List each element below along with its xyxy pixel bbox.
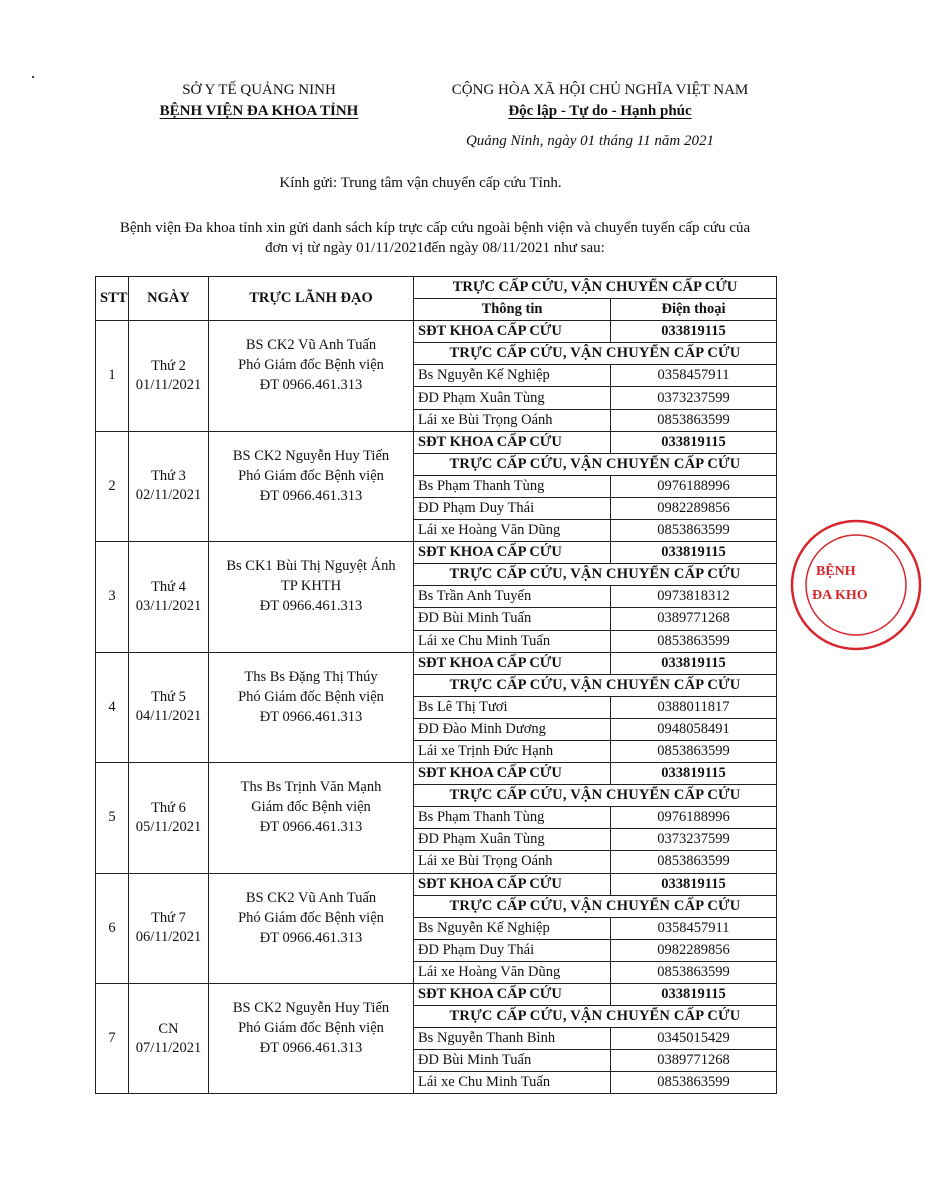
leader-cell <box>209 763 414 873</box>
staff-phone-cell: 0853863599 <box>611 740 777 762</box>
staff-name-cell: Lái xe Chu Minh Tuấn <box>414 1072 611 1094</box>
staff-phone-cell: 0976188996 <box>611 475 777 497</box>
khoa-label-cell: SĐT KHOA CẤP CỨU <box>414 542 611 564</box>
table-row <box>96 321 777 343</box>
staff-name-cell: Lái xe Bùi Trọng Oánh <box>414 851 611 873</box>
leader-cell <box>209 652 414 762</box>
khoa-label-cell: SĐT KHOA CẤP CỨU <box>414 321 611 343</box>
staff-phone-cell: 0853863599 <box>611 409 777 431</box>
leader-phone: ĐT 0966.461.313 <box>259 487 363 504</box>
staff-phone-cell: 0976188996 <box>611 807 777 829</box>
leader-name: BS CK2 Vũ Anh Tuấn <box>245 337 377 354</box>
staff-name-cell: ĐD Phạm Xuân Tùng <box>414 829 611 851</box>
khoa-phone-cell: 033819115 <box>611 431 777 453</box>
stt-cell: 1 <box>96 321 129 431</box>
staff-phone-cell: 0853863599 <box>611 961 777 983</box>
khoa-label-cell: SĐT KHOA CẤP CỨU <box>414 763 611 785</box>
leader-cell <box>209 984 414 1094</box>
khoa-label-cell: SĐT KHOA CẤP CỨU <box>414 984 611 1006</box>
staff-name-cell: Bs Lê Thị Tươi <box>414 696 611 718</box>
day-cell <box>129 542 209 652</box>
staff-phone-cell: 0358457911 <box>611 917 777 939</box>
leader-cell <box>209 321 414 431</box>
table-row <box>96 542 777 564</box>
khoa-phone-cell: 033819115 <box>611 984 777 1006</box>
staff-name-cell: ĐD Phạm Duy Thái <box>414 939 611 961</box>
date-label: 04/11/2021 <box>135 708 202 725</box>
date-label: 05/11/2021 <box>135 818 202 835</box>
staff-name-cell: Lái xe Bùi Trọng Oánh <box>414 409 611 431</box>
date-label: 07/11/2021 <box>135 1039 202 1056</box>
leader-title: Phó Giám đốc Bệnh viện <box>238 357 384 374</box>
duty-schedule-table <box>95 276 777 1094</box>
document-date: Quảng Ninh, ngày 01 tháng 11 năm 2021 <box>465 133 715 149</box>
staff-name-cell: Bs Phạm Thanh Tùng <box>414 475 611 497</box>
khoa-phone-cell: 033819115 <box>611 763 777 785</box>
weekday-label: CN <box>158 1020 179 1037</box>
date-label: 06/11/2021 <box>135 929 202 946</box>
staff-phone-cell: 0373237599 <box>611 387 777 409</box>
leader-phone: ĐT 0966.461.313 <box>259 1040 363 1056</box>
staff-name-cell: ĐD Bùi Minh Tuấn <box>414 1050 611 1072</box>
staff-phone-cell: 0948058491 <box>611 718 777 740</box>
table-body <box>96 321 777 1094</box>
national-header <box>425 80 775 122</box>
col-duty-header: TRỰC CẤP CỨU, VẬN CHUYỂN CẤP CỨU <box>414 277 777 299</box>
weekday-label: Thứ 3 <box>151 468 186 485</box>
leader-name: BS CK2 Nguyễn Huy Tiến <box>232 1000 390 1016</box>
staff-name-cell: Lái xe Chu Minh Tuấn <box>414 630 611 652</box>
day-cell <box>129 321 209 431</box>
staff-name-cell: Bs Trần Anh Tuyến <box>414 586 611 608</box>
col-stt-header: STT <box>96 277 129 321</box>
staff-phone-cell: 0982289856 <box>611 939 777 961</box>
table-row <box>96 873 777 895</box>
staff-phone-cell: 0853863599 <box>611 851 777 873</box>
day-cell <box>129 763 209 873</box>
khoa-phone-cell: 033819115 <box>611 873 777 895</box>
staff-phone-cell: 0389771268 <box>611 608 777 630</box>
seal-text-line-2: ĐA KHO <box>812 588 868 603</box>
weekday-label: Thứ 6 <box>151 799 186 816</box>
staff-name-cell: ĐD Bùi Minh Tuấn <box>414 608 611 630</box>
duty-label-cell: TRỰC CẤP CỨU, VẬN CHUYỂN CẤP CỨU <box>414 564 777 586</box>
duty-label-cell: TRỰC CẤP CỨU, VẬN CHUYỂN CẤP CỨU <box>414 1006 777 1028</box>
day-cell <box>129 652 209 762</box>
staff-name-cell: ĐD Đào Minh Dương <box>414 718 611 740</box>
weekday-label: Thứ 7 <box>151 910 186 927</box>
col-info-header: Thông tin <box>414 299 611 321</box>
leader-title: Phó Giám đốc Bệnh viện <box>238 1020 384 1036</box>
staff-phone-cell: 0853863599 <box>611 520 777 542</box>
staff-name-cell: ĐD Phạm Xuân Tùng <box>414 387 611 409</box>
staff-phone-cell: 0345015429 <box>611 1028 777 1050</box>
staff-name-cell: Bs Nguyễn Kế Nghiệp <box>414 365 611 387</box>
seal-text-line-1: BỆNH <box>816 564 856 579</box>
duty-label-cell: TRỰC CẤP CỨU, VẬN CHUYỂN CẤP CỨU <box>414 453 777 475</box>
leader-phone: ĐT 0966.461.313 <box>259 929 363 946</box>
col-leader-header: TRỰC LÃNH ĐẠO <box>209 277 414 321</box>
stt-cell: 3 <box>96 542 129 652</box>
intro-line-1: Bệnh viện Đa khoa tỉnh xin gửi danh sách kíp trực cấp cứu ngoài bệnh viện và chuyển tuyến cấp cứu của <box>119 220 751 236</box>
recipient-line: Kính gửi: Trung tâm vận chuyển cấp cứu Tỉnh. <box>279 175 562 191</box>
leader-name: BS CK2 Vũ Anh Tuấn <box>245 889 377 906</box>
leader-title: Giám đốc Bệnh viện <box>251 799 371 816</box>
duty-label-cell: TRỰC CẤP CỨU, VẬN CHUYỂN CẤP CỨU <box>414 785 777 807</box>
leader-phone: ĐT 0966.461.313 <box>259 819 363 836</box>
leader-title: Phó Giám đốc Bệnh viện <box>238 688 384 705</box>
staff-name-cell: Lái xe Trịnh Đức Hạnh <box>414 740 611 762</box>
leader-name: Bs CK1 Bùi Thị Nguyệt Ánh <box>226 558 396 575</box>
staff-phone-cell: 0373237599 <box>611 829 777 851</box>
staff-phone-cell: 0853863599 <box>611 1072 777 1094</box>
leader-cell <box>209 431 414 541</box>
table-row <box>96 652 777 674</box>
table-row <box>96 431 777 453</box>
seal-outer-ring <box>792 521 920 649</box>
red-seal-stamp <box>786 515 926 655</box>
date-label: 02/11/2021 <box>135 487 202 504</box>
staff-phone-cell: 0973818312 <box>611 586 777 608</box>
table-row <box>96 984 777 1006</box>
leader-phone: ĐT 0966.461.313 <box>259 377 363 394</box>
date-label: 01/11/2021 <box>135 376 202 393</box>
staff-phone-cell: 0982289856 <box>611 497 777 519</box>
staff-phone-cell: 0853863599 <box>611 630 777 652</box>
seal-inner-ring <box>806 535 906 635</box>
duty-label-cell: TRỰC CẤP CỨU, VẬN CHUYỂN CẤP CỨU <box>414 674 777 696</box>
issuer-header <box>118 80 400 122</box>
leader-title: Phó Giám đốc Bệnh viện <box>238 909 384 926</box>
staff-name-cell: Lái xe Hoàng Văn Dũng <box>414 961 611 983</box>
intro-line-2: đơn vị từ ngày 01/11/2021đến ngày 08/11/2021 như sau: <box>265 240 605 256</box>
khoa-label-cell: SĐT KHOA CẤP CỨU <box>414 431 611 453</box>
leader-title: TP KHTH <box>280 578 342 595</box>
duty-label-cell: TRỰC CẤP CỨU, VẬN CHUYỂN CẤP CỨU <box>414 343 777 365</box>
khoa-label-cell: SĐT KHOA CẤP CỨU <box>414 652 611 674</box>
day-cell <box>129 984 209 1094</box>
staff-phone-cell: 0388011817 <box>611 696 777 718</box>
staff-phone-cell: 0389771268 <box>611 1050 777 1072</box>
day-cell <box>129 873 209 983</box>
staff-name-cell: Bs Phạm Thanh Tùng <box>414 807 611 829</box>
leader-cell <box>209 542 414 652</box>
weekday-label: Thứ 2 <box>151 357 186 374</box>
leader-phone: ĐT 0966.461.313 <box>259 708 363 725</box>
staff-name-cell: Lái xe Hoàng Văn Dũng <box>414 520 611 542</box>
table-row <box>96 763 777 785</box>
leader-name: Ths Bs Đặng Thị Thúy <box>244 668 378 685</box>
col-day-header: NGÀY <box>129 277 209 321</box>
issuer-hospital: BỆNH VIỆN ĐA KHOA TỈNH <box>159 103 359 119</box>
stt-cell: 7 <box>96 984 129 1094</box>
stt-cell: 5 <box>96 763 129 873</box>
date-label: 03/11/2021 <box>135 597 202 614</box>
staff-name-cell: Bs Nguyễn Thanh Bình <box>414 1028 611 1050</box>
duty-label-cell: TRỰC CẤP CỨU, VẬN CHUYỂN CẤP CỨU <box>414 895 777 917</box>
stt-cell: 2 <box>96 431 129 541</box>
leader-cell <box>209 873 414 983</box>
national-title: CỘNG HÒA XÃ HỘI CHỦ NGHĨA VIỆT NAM <box>451 82 749 98</box>
weekday-label: Thứ 5 <box>151 689 186 706</box>
national-motto: Độc lập - Tự do - Hạnh phúc <box>508 103 692 119</box>
khoa-phone-cell: 033819115 <box>611 542 777 564</box>
staff-name-cell: ĐD Phạm Duy Thái <box>414 497 611 519</box>
leader-name: Ths Bs Trịnh Văn Mạnh <box>240 779 382 796</box>
stt-cell: 6 <box>96 873 129 983</box>
khoa-phone-cell: 033819115 <box>611 321 777 343</box>
intro-paragraph <box>85 218 785 258</box>
table-header-row <box>96 277 777 299</box>
leader-phone: ĐT 0966.461.313 <box>259 598 363 615</box>
staff-phone-cell: 0358457911 <box>611 365 777 387</box>
weekday-label: Thứ 4 <box>151 578 186 595</box>
day-cell <box>129 431 209 541</box>
issuer-department: SỞ Y TẾ QUẢNG NINH <box>182 82 336 98</box>
staff-name-cell: Bs Nguyễn Kế Nghiệp <box>414 917 611 939</box>
khoa-label-cell: SĐT KHOA CẤP CỨU <box>414 873 611 895</box>
leader-name: BS CK2 Nguyễn Huy Tiến <box>232 447 390 464</box>
leader-title: Phó Giám đốc Bệnh viện <box>238 467 384 484</box>
stt-cell: 4 <box>96 652 129 762</box>
col-phone-header: Điện thoại <box>611 299 777 321</box>
khoa-phone-cell: 033819115 <box>611 652 777 674</box>
scan-speck <box>32 76 34 78</box>
